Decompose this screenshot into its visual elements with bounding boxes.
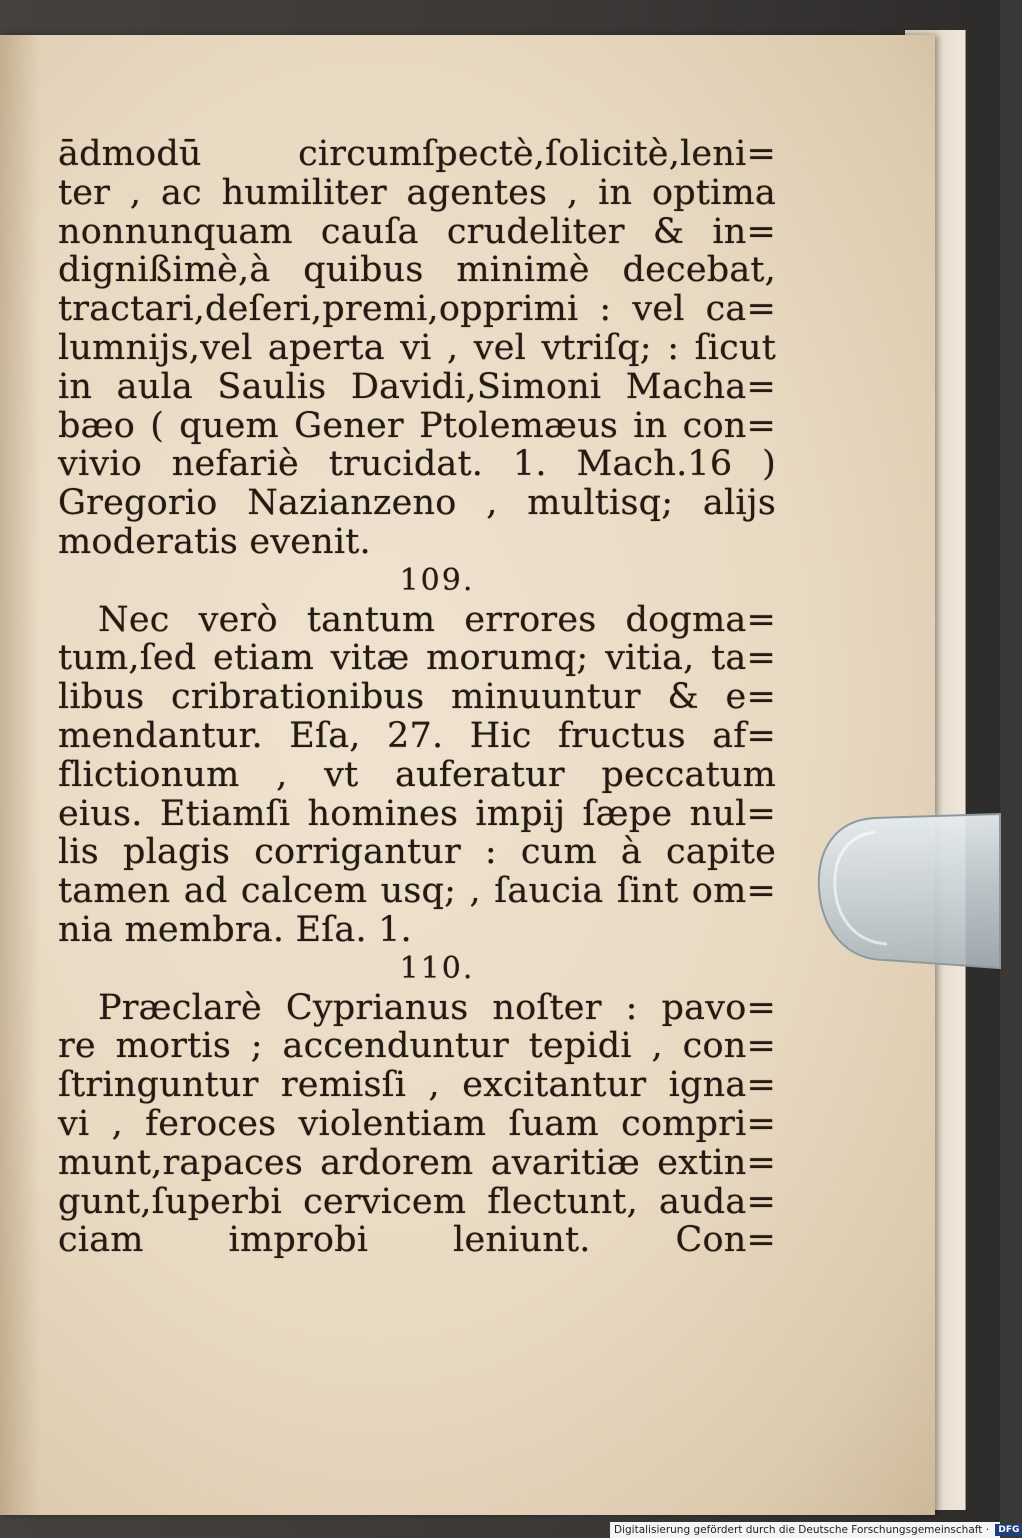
text-line: tractari,deſeri,premi,opprimi : vel ca= bbox=[58, 289, 776, 330]
text-line: eius. Etiamſi homines impij ſæpe nul= bbox=[58, 793, 776, 834]
text-line: flictionum , vt auferatur peccatum bbox=[58, 754, 776, 795]
text-line: munt,rapaces ardorem avaritiæ extin= bbox=[58, 1142, 776, 1183]
book-page bbox=[0, 35, 935, 1515]
text-line: lis plagis corrigantur : cum à capite bbox=[58, 832, 776, 873]
text-line: libus cribrationibus minuuntur & e= bbox=[58, 677, 776, 718]
text-line: ciam improbi leniunt. Con= bbox=[58, 1220, 776, 1261]
text-line: vi , feroces violentiam ſuam compri= bbox=[58, 1103, 776, 1144]
text-line: mendantur. Eſa, 27. Hic fructus af= bbox=[58, 715, 776, 756]
digitization-credit bbox=[610, 1522, 1020, 1538]
text-line: bæo ( quem Gener Ptolemæus in con= bbox=[58, 405, 776, 446]
text-line: vivio nefariè trucidat. 1. Mach.16 ) bbox=[58, 444, 776, 485]
credit-text: Digitalisierung gefördert durch die Deutsche Forschungsgemeinschaft · bbox=[614, 1524, 990, 1536]
text-line: ſtringuntur remisſi , excitantur igna= bbox=[58, 1065, 776, 1106]
text-line: ter , ac humiliter agentes , in optima bbox=[58, 172, 776, 213]
page-clip-icon bbox=[815, 810, 1000, 970]
text-line: re mortis ; accenduntur tepidi , con= bbox=[58, 1026, 776, 1067]
text-line: nonnunquam cauſa crudeliter & in= bbox=[58, 211, 776, 252]
text-line: Præclarè Cyprianus noſter : pavo= bbox=[98, 987, 776, 1028]
text-line: lumnijs,vel aperta vi , vel vtriſq; : ſicut bbox=[58, 327, 776, 368]
text-line: tamen ad calcem usq; , ſaucia ſint om= bbox=[58, 871, 776, 912]
dfg-logo: DFG bbox=[995, 1524, 1022, 1536]
text-line: ādmodū circumſpectè,ſolicitè,leni= bbox=[58, 134, 776, 174]
section-number-109: 109. bbox=[399, 562, 475, 598]
text-line: dignißimè,à quibus minimè decebat, bbox=[58, 250, 776, 291]
text-line: moderatis evenit. bbox=[58, 521, 371, 562]
text-line: Gregorio Nazianzeno , multisq; alijs bbox=[58, 483, 776, 524]
text-line: gunt,ſuperbi cervicem flectunt, auda= bbox=[58, 1181, 776, 1222]
text-line: Nec verò tantum errores dogma= bbox=[98, 599, 776, 640]
text-line: tum,ſed etiam vitæ morumq; vitia, ta= bbox=[58, 638, 776, 679]
text-line: in aula Saulis Davidi,Simoni Macha= bbox=[58, 366, 776, 407]
text-line: nia membra. Eſa. 1. bbox=[58, 909, 412, 950]
page-text bbox=[58, 135, 776, 1260]
section-number-110: 110. bbox=[399, 950, 475, 986]
